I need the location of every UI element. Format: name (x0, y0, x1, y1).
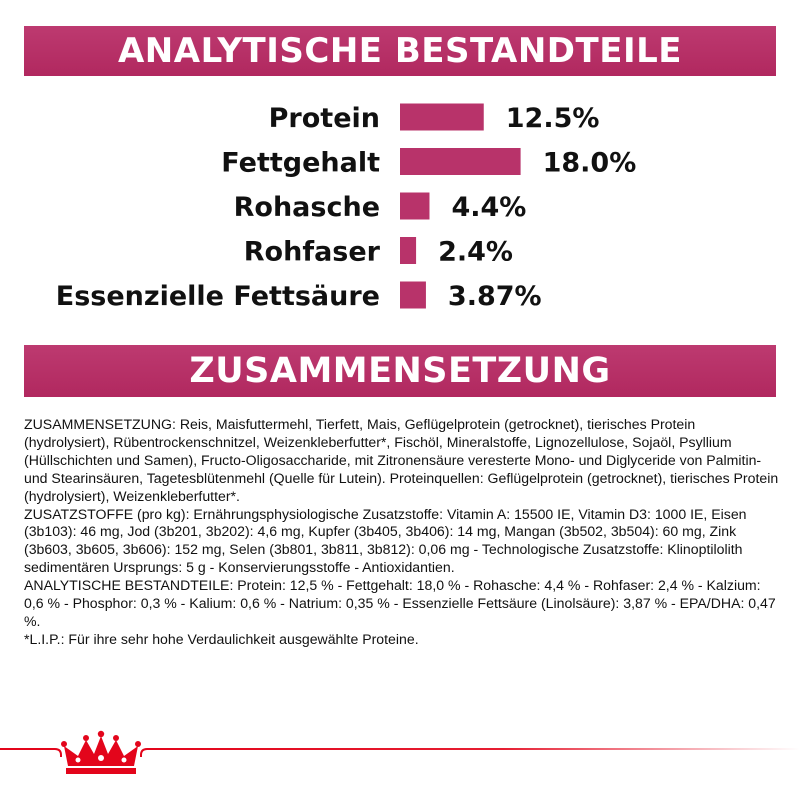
bar-4 (400, 282, 426, 309)
value-label: 18.0% (542, 147, 637, 179)
composition-paragraph-footnote: *L.I.P.: Für ihre sehr hohe Verdaulichkeit ausgewählte Proteine. (24, 630, 419, 647)
category-label: Rohfaser (243, 236, 380, 268)
composition-text (24, 416, 782, 649)
value-label: 2.4% (438, 236, 513, 268)
composition-paragraph-ingredients: ZUSAMMENSETZUNG: Reis, Maisfuttermehl, Tierfett, Mais, Geflügelprotein (getrocknet), tierisches Protein (hydrolysiert), Rübentrockenschnitzel, Weizenkleberfutter*, Fischöl, Mineralstoffe, Lignozellulose, Sojaöl, Psyllium (Hüllschichten und Samen), Fructo-Oligosaccharide, mit Zitronensäure veresterte Mono- und Diglyceride von Palmitin- und Stearinsäuren, Tagetesblütenmehl (Quelle für Lutein). Proteinquellen: Geflügelprotein (getrocknet), tierisches Protein (hydrolysiert), Weizenkleberfutter*. (24, 416, 779, 504)
footer-red-stripe (0, 748, 62, 757)
value-label: 3.87% (447, 281, 542, 312)
bar-2 (400, 193, 429, 220)
bar-0 (400, 104, 484, 131)
bar-3 (400, 237, 416, 264)
composition-header: ZUSAMMENSETZUNG (24, 345, 776, 397)
composition-paragraph-additives: ZUSATZSTOFFE (pro kg): Ernährungsphysiologische Zusatzstoffe: Vitamin A: 15500 IE, Vitamin D3: 1000 IE, Eisen (3b103): 46 mg, Jod (3b201, 3b202): 4,6 mg, Kupfer (3b405, 3b406): 14 mg, Mangan (3b502, 3b504): 60 mg, Zink (3b603, 3b605, 3b606): 152 mg, Selen (3b801, 3b811, 3b812): 0,06 mg - Technologische Zusatzstoffe: Klinoptilolith sedimentären Ursprungs: 5 g - Konservierungsstoffe - Antioxidantien. (24, 505, 747, 576)
category-label: Fettgehalt (221, 147, 380, 179)
value-label: 12.5% (505, 103, 600, 134)
category-label: Protein (268, 103, 380, 134)
bar-1 (400, 148, 521, 175)
value-label: 4.4% (451, 192, 527, 223)
footer-brand-strip (0, 725, 800, 795)
crown-icon (61, 731, 141, 774)
category-label: Rohasche (233, 192, 380, 223)
composition-paragraph-analytics: ANALYTISCHE BESTANDTEILE: Protein: 12,5 % - Fettgehalt: 18,0 % - Rohasche: 4,4 % - Rohfaser: 2,4 % - Kalzium: 0,6 % - Phosphor: 0,3 % - Kalium: 0,6 % - Natrium: 0,35 % - Essenzielle Fettsäure (Linolsäure): 3,87 % - EPA/DHA: 0,47 %. (24, 577, 776, 629)
analytics-bar-chart (0, 90, 800, 320)
footer-red-stripe-right (140, 748, 800, 757)
analytics-header: ANALYTISCHE BESTANDTEILE (24, 26, 776, 76)
category-label: Essenzielle Fettsäure (55, 281, 380, 312)
